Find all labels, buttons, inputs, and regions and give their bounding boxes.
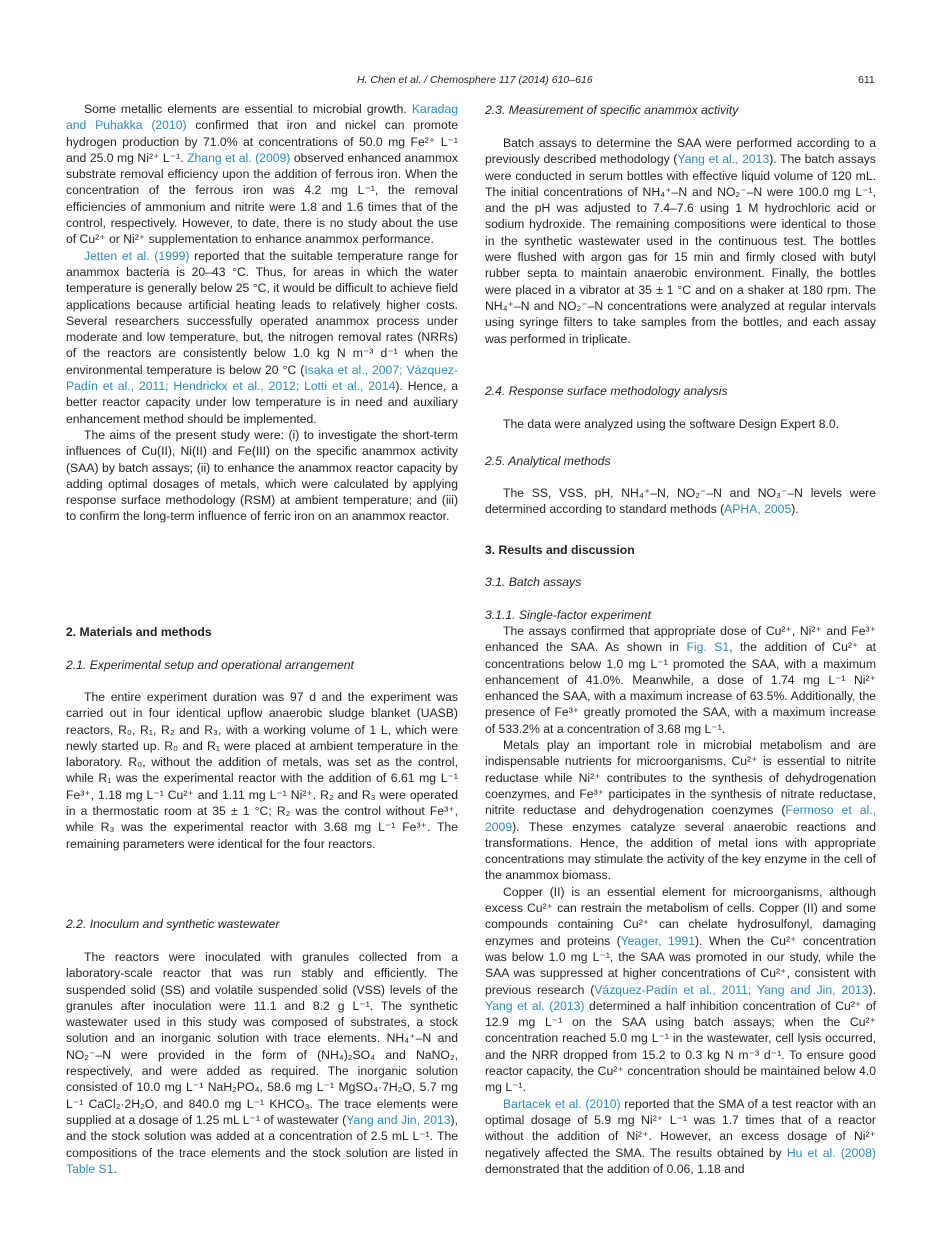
section-3-1-1-body <box>485 623 876 1177</box>
text-run: Some metallic elements are essential to microbial growth. <box>84 102 412 116</box>
citation-link[interactable]: Isaka et al., 2007; Vázquez-Padín et al., 2011; Hendrickx et al., 2012; Lotti et al., 2014 <box>66 362 458 394</box>
citation-link[interactable]: Fermoso et al., 2009 <box>485 803 877 834</box>
citation-link[interactable]: Bartacek et al. (2010) <box>503 1096 621 1111</box>
text-run: Metals play an important role in microbial metabolism and are indispensable nutrients for microorganisms. Cu²⁺ is essential to nitrite reductase while Ni²⁺ contributes to the synthesis of dehydrogenation coenzymes, and Fe³⁺ participates in the synthesis of nitrate reductase, nitrite reductase and dehydrogenation coenzymes ( <box>485 738 876 818</box>
section-heading: 2. Materials and methods <box>66 625 212 639</box>
paragraph <box>66 949 458 1177</box>
paragraph <box>485 623 876 737</box>
text-run: observed enhanced anammox substrate removal efficiency upon the addition of ferrous iron. When the concentration of the ferrous iron was 4.2 mg L⁻¹, the removal efficiencies of ammonium and nitrite were 1.8 and 1.6 times that of the control, respectively. However, to date, there is no study about the use of Cu²⁺ or Ni²⁺ supplementation to enhance anammox performance. <box>66 150 458 247</box>
paragraph <box>485 1096 876 1177</box>
section-heading: 3. Results and discussion <box>485 543 635 557</box>
text-run: The assays confirmed that appropriate dose of Cu²⁺, Ni²⁺ and Fe³⁺ enhanced the SAA. As shown in <box>485 624 876 655</box>
text-run: , the addition of Cu²⁺ at concentrations below 1.0 mg L⁻¹ promoted the SAA, with a maximum enhancement of 41.0%. Meanwhile, a dose of 1.74 mg L⁻¹ Ni²⁺ enhanced the SAA, with a maximum increase of 63.5%. Additionally, the presence of Fe³⁺ greatly promoted the SAA, with a maximum increase of 533.2% at a concentration of 3.68 mg L⁻¹. <box>485 640 876 736</box>
citation-link[interactable]: Jetten et al. (1999) <box>84 248 190 263</box>
citation-link[interactable]: Yeager, 1991 <box>620 933 696 948</box>
paragraph <box>485 416 876 432</box>
text-run: ). These enzymes catalyze several anaerobic reactions and transformations. Hence, the addition of metal ions with appropriate concentrations may stimulate the activity of the key enzyme in the cell of the anammox biomass. <box>485 819 876 883</box>
citation-link[interactable]: Vázquez-Padín et al., 2011; Yang and Jin, 2013 <box>594 982 869 997</box>
paragraph <box>485 737 876 884</box>
paragraph <box>66 101 458 248</box>
page-number: 611 <box>858 74 875 86</box>
section-2-1-body <box>66 689 458 852</box>
text-run: reported that the SMA of a test reactor with an optimal dosage of 5.9 mg Ni²⁺ L⁻¹ was 1.7 times that of a reactor without the addition of Ni²⁺. However, an excess dosage of Ni²⁺ negatively affected the SMA. The results obtained by <box>485 1096 876 1160</box>
section-2-4-body <box>485 416 876 432</box>
text-run: determined a half inhibition concentration of Cu²⁺ of 12.9 mg L⁻¹ on the SAA using batch assays; when the Cu²⁺ concentration reached 5.0 mg L⁻¹ in the wastewater, cell lysis occurred, and the NRR dropped from 15.2 to 0.3 kg N m⁻³ d⁻¹. To ensure good reactor capacity, the Cu²⁺ concentration should be maintained below 4.0 mg L⁻¹. <box>485 998 877 1095</box>
subsection-heading: 2.4. Response surface methodology analysis <box>485 384 728 398</box>
text-run: reported that the suitable temperature range for anammox bacteria is 20–43 °C. Thus, for areas in which the water temperature is generally below 25 °C, it would be difficult to achieve field applications because artificial heating leads to relatively higher costs. Several researchers successfully operated anammox process under moderate and low temperature, but, the nitrogen removal rates (NRRs) of the reactors are consistently below 1.0 kg N m⁻³ d⁻¹ when the environmental temperature is below 20 °C ( <box>66 248 459 377</box>
paragraph <box>485 135 876 347</box>
paragraph <box>485 485 876 518</box>
citation-link[interactable]: Hu et al. (2008) <box>786 1145 876 1160</box>
citation-link[interactable]: APHA, 2005 <box>724 502 792 517</box>
citation-link[interactable]: Karadag and Puhakka (2010) <box>66 102 458 133</box>
citation-link[interactable]: Yang et al., 2013 <box>677 152 770 167</box>
section-2-3-body <box>485 135 876 347</box>
citation-link[interactable]: Zhang et al. (2009) <box>187 150 291 165</box>
subsection-heading: 2.5. Analytical methods <box>485 454 611 468</box>
text-run: ). When the Cu²⁺ concentration was below 1.0 mg L⁻¹, the SAA was promoted in our study, while the SAA was suppressed at higher concentrations of Cu²⁺, consistent with previous research ( <box>485 933 876 997</box>
text-run: The entire experiment duration was 97 d and the experiment was carried out in four identical upflow anaerobic sludge blanket (UASB) reactors, R₀, R₁, R₂ and R₃, with a working volume of 1 L, which were newly started up. R₀ and R₁ were placed at ambient temperature in the laboratory. R₀, without the addition of metals, was set as the control, while R₁ was the experimental reactor with the addition of 6.61 mg L⁻¹ Fe³⁺, 1.18 mg L⁻¹ Cu²⁺ and 1.11 mg L⁻¹ Ni²⁺. R₂ and R₃ were operated in a thermostatic room at 35 ± 1 °C; R₂ was the control without Fe³⁺, while R₃ was the experimental reactor with 3.68 mg L⁻¹ Fe³⁺. The remaining parameters were identical for the four reactors. <box>66 690 458 851</box>
paragraph <box>66 689 458 852</box>
section-2-2-body <box>66 949 458 1177</box>
text-run: The reactors were inoculated with granules collected from a laboratory-scale reactor that was run stably and efficiently. The suspended solid (SS) and volatile suspended solid (VSS) levels of the granules after inoculation were 11.1 and 8.2 g L⁻¹. The synthetic wastewater used in this study was composed of substrates, a stock solution and an inorganic solution with trace elements. NH₄⁺–N and NO₂⁻–N were provided in the form of (NH₄)₂SO₄ and NaNO₂, respectively, and were added as required. The inorganic solution consisted of 10.0 mg L⁻¹ NaH₂PO₄, 58.6 mg L⁻¹ MgSO₄·7H₂O, 5.7 mg L⁻¹ CaCl₂·2H₂O, and 840.0 mg L⁻¹ KHCO₃. The trace elements were supplied at a dosage of 1.25 mL L⁻¹ of wastewater ( <box>66 950 458 1127</box>
text-run: ). <box>868 982 876 997</box>
subsubsection-heading: 3.1.1. Single-factor experiment <box>485 608 651 622</box>
citation-link[interactable]: Table S1 <box>66 1161 114 1176</box>
intro-section <box>66 101 458 525</box>
subsection-heading: 2.2. Inoculum and synthetic wastewater <box>66 917 280 931</box>
text-run: The SS, VSS, pH, NH₄⁺–N, NO₂⁻–N and NO₃⁻–N levels were determined according to standard methods ( <box>485 486 876 517</box>
text-run: The aims of the present study were: (i) to investigate the short-term influences of Cu(II), Ni(II) and Fe(III) on the specific anammox activity (SAA) by batch assays; (ii) to enhance the anammox reactor capacity by adding optimal dosages of metals, which were calculated by applying response surface methodology (RSM) at ambient temperature; and (iii) to confirm the long-term influence of ferric iron on an anammox reactor. <box>66 427 458 524</box>
citation-link[interactable]: Fig. S1 <box>686 640 730 655</box>
text-run: ). Hence, a better reactor capacity under low temperature is in need and auxiliary enhancement method should be implemented. <box>66 379 458 426</box>
paragraph <box>66 248 458 427</box>
paragraph <box>66 427 458 525</box>
text-run: demonstrated that the addition of 0.06, 1.18 and <box>485 1161 745 1176</box>
running-header: H. Chen et al. / Chemosphere 117 (2014) 610–616 <box>357 74 593 86</box>
text-run: ). The batch assays were conducted in serum bottles with effective liquid volume of 120 mL. The initial concentrations of NH₄⁺–N and NO₂⁻–N were 100.0 mg L⁻¹, and the pH was adjusted to 7.4–7.6 using 1 M hydrochloric acid or sodium hydroxide. The remaining compositions were identical to those in the synthetic wastewater used in the continuous test. The bottles were flushed with argon gas for 15 min and firmly closed with butyl rubber septa to maintain anaerobic environment. Finally, the bottles were placed in a vibrator at 35 ± 1 °C and on a shaker at 180 rpm. The NH₄⁺–N and NO₂⁻–N concentrations were analyzed at regular intervals using syringe filters to take samples from the bottles, and each assay was performed in triplicate. <box>485 152 876 346</box>
text-run: confirmed that iron and nickel can promote hydrogen production by 71.0% at concentrations of 50.0 mg Fe²⁺ L⁻¹ and 25.0 mg Ni²⁺ L⁻¹. <box>66 118 458 165</box>
subsection-heading: 2.3. Measurement of specific anammox activity <box>485 103 739 117</box>
citation-link[interactable]: Yang et al. (2013) <box>485 998 585 1013</box>
text-run: Batch assays to determine the SAA were performed according to a previously described methodology ( <box>485 136 876 167</box>
text-run: Copper (II) is an essential element for microorganisms, although excess Cu²⁺ can restrain the metabolism of cells. Copper (II) and some compounds containing Cu²⁺ can chelate hydrosulfonyl, damaging enzymes and proteins ( <box>485 884 876 948</box>
subsection-heading: 3.1. Batch assays <box>485 575 582 589</box>
subsection-heading: 2.1. Experimental setup and operational arrangement <box>66 658 354 672</box>
text-run: . <box>113 1161 117 1176</box>
text-run: The data were analyzed using the software Design Expert 8.0. <box>503 417 840 431</box>
section-2-5-body <box>485 485 876 518</box>
paragraph <box>485 884 876 1096</box>
citation-link[interactable]: Yang and Jin, 2013 <box>346 1112 451 1127</box>
text-run: ), and the stock solution was added at a concentration of 2.5 mL L⁻¹. The compositions of the trace elements and the stock solution are listed in <box>66 1112 458 1160</box>
text-run: ). <box>791 502 799 517</box>
